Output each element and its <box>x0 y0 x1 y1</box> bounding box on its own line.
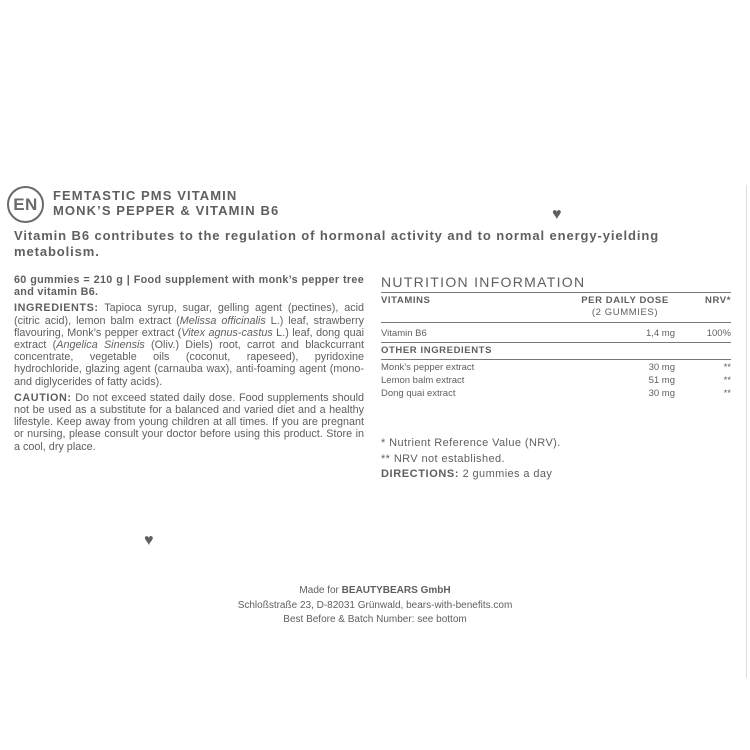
address-line: Schloßstraße 23, D-82031 Grünwald, bears-with-benefits.com <box>237 599 513 611</box>
manufacturer-footer <box>0 584 750 628</box>
product-title-line2: MONK’S PEPPER & VITAMIN B6 <box>53 203 280 218</box>
table-row: Vitamin B6 1,4 mg 100% <box>381 323 731 343</box>
ingredients-label: INGREDIENTS: <box>14 302 99 315</box>
directions-label: DIRECTIONS: <box>381 468 460 480</box>
nutrition-title: NUTRITION INFORMATION <box>381 274 731 293</box>
language-badge: EN <box>7 186 44 223</box>
nutrition-header-row <box>381 293 731 323</box>
directions: DIRECTIONS: 2 gummies a day <box>381 468 553 480</box>
nrv-not-established-note: ** NRV not established. <box>381 452 505 465</box>
product-title-line1: FEMTASTIC PMS VITAMIN <box>53 188 238 203</box>
table-row: Monk’s pepper extract 30 mg ** <box>381 362 731 373</box>
product-title <box>53 188 279 218</box>
table-row: Lemon balm extract 51 mg ** <box>381 375 731 386</box>
vitamins-header: VITAMINS <box>381 295 431 306</box>
product-intro: 60 gummies = 210 g | Food supplement with monk’s pepper tree and vitamin B6. <box>14 274 364 299</box>
nutrition-information <box>381 274 731 400</box>
caution-paragraph: CAUTION: Do not exceed stated daily dose. Food supplements should not be used as a substitute for a balanced and varied diet and a healthy lifestyle. Keep away from young children at all times. If you are pregnant or nursing, please consult your doctor before using this product. Store in a cool, dry place. <box>14 391 364 453</box>
ingredients-paragraph: INGREDIENTS: Tapioca syrup, sugar, gelling agent (pectines), acid (citric acid), lemon balm extract (Melissa officinalis L.) leaf, strawberry flavouring, Monk’s pepper extract (Vitex agnus-castus L.) leaf, dong quai extract (Angelica Sinensis (Oliv.) Diels) root, carrot and blackcurrant concentrate, vegetable oils (coconut, rapeseed), pyridoxine hydrochloride, glazing agent (carnauba wax), anti-foaming agent (mono-and diglycerides of fatty acids). <box>14 302 364 388</box>
daily-dose-header: PER DAILY DOSE (2 GUMMIES) <box>581 295 669 318</box>
heart-icon: ♥ <box>144 532 154 549</box>
other-ingredients-header: OTHER INGREDIENTS <box>381 343 731 360</box>
nutrition-notes <box>381 436 561 483</box>
made-for-line: Made for BEAUTYBEARS GmbH <box>299 585 451 596</box>
nrv-note: * Nutrient Reference Value (NRV). <box>381 437 561 449</box>
table-row: Dong quai extract 30 mg ** <box>381 388 731 399</box>
health-claim: Vitamin B6 contributes to the regulation of hormonal activity and to normal energy-yielding metabolism. <box>14 228 660 259</box>
company-name: BEAUTYBEARS GmbH <box>341 585 451 596</box>
batch-line: Best Before & Batch Number: see bottom <box>283 614 467 625</box>
ingredients-column <box>14 274 364 457</box>
caution-label: CAUTION: <box>14 391 72 404</box>
nrv-header: NRV* <box>705 295 731 306</box>
heart-icon: ♥ <box>552 206 562 223</box>
